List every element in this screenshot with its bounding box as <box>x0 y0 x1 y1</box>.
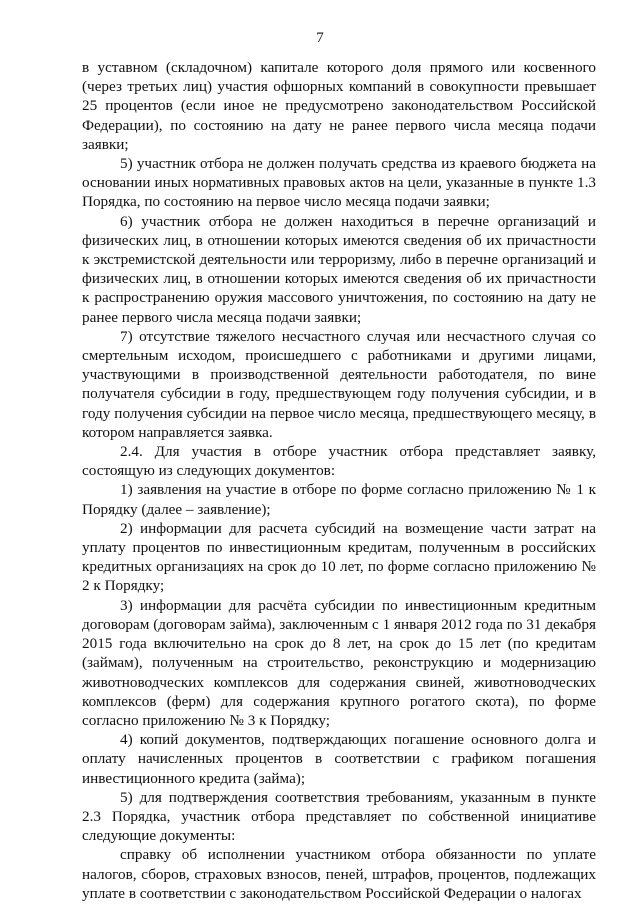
paragraph-item-7-accidents: 7) отсутствие тяжелого несчастного случая или несчастного случая со смертельным исходом, происшедшего с работниками и другими лицами, участвующими в производственной деятельности работодателя, по вине получателя субсидии в году, предшествующем году получения субсидии, и в году получения субсидии на первое число месяца, предшествующего месяцу, в котором направляется заявка. <box>82 327 596 441</box>
paragraph-doc-4-copies: 4) копий документов, подтверждающих погашение основного долга и оплату начисленных процентов в соответствии с графиком погашения инвестиционного кредита (займа); <box>82 731 596 787</box>
page-number: 7 <box>316 30 324 46</box>
document-body <box>82 58 596 903</box>
paragraph-section-2-4: 2.4. Для участия в отборе участник отбора представляет заявку, состоящую из следующих документов: <box>82 443 596 480</box>
paragraph-item-5-budget: 5) участник отбора не должен получать средства из краевого бюджета на основании иных нормативных правовых актов на цели, указанные в пункте 1.3 Порядка, по состоянию на первое число месяца подачи заявки; <box>82 155 596 211</box>
paragraph-doc-1-application: 1) заявления на участие в отборе по форме согласно приложению № 1 к Порядку (далее – заявление); <box>82 481 596 518</box>
paragraph-item-6-extremism: 6) участник отбора не должен находиться в перечне организаций и физических лиц, в отношении которых имеются сведения об их причастности к экстремистской деятельности или терроризму, либо в перечне организаций и физических лиц, в отношении которых имеются сведения об их причастности к распространению оружия массового уничтожения, по состоянию на дату не ранее первого числа месяца подачи заявки; <box>82 212 596 326</box>
paragraph-tax-certificate: справку об исполнении участником отбора обязанности по уплате налогов, сборов, страховых взносов, пеней, штрафов, процентов, подлежащих уплате в соответствии с законодательством Российской Федерации о налогах <box>82 846 596 902</box>
paragraph-continuation: в уставном (складочном) капитале которого доля прямого или косвенного (через третьих лиц) участия офшорных компаний в совокупности превышает 25 процентов (если иное не предусмотрено законодательством Российской Федерации), по состоянию на дату не ранее первого числа месяца подачи заявки; <box>82 59 596 153</box>
paragraph-doc-2-calculation: 2) информации для расчета субсидий на возмещение части затрат на уплату процентов по инвестиционным кредитам, полученным в российских кредитных организациях на срок до 10 лет, по форме согласно приложению № 2 к Порядку; <box>82 519 596 595</box>
paragraph-doc-5-compliance: 5) для подтверждения соответствия требованиям, указанным в пункте 2.3 Порядка, участник отбора представляет по собственной инициативе следующие документы: <box>82 788 596 845</box>
paragraph-doc-3-loan-contracts: 3) информации для расчёта субсидии по инвестиционным кредитным договорам (договорам займа), заключенным с 1 января 2012 года по 31 декабря 2015 года включительно на срок до 8 лет, на срок до 15 лет (по кредитам (займам), полученным на строительство, реконструкцию и модернизацию животноводческих комплексов для содержания свиней, животноводческих комплексов (ферм) для содержания крупного рогатого скота), по форме согласно приложению № 3 к Порядку; <box>82 596 596 729</box>
